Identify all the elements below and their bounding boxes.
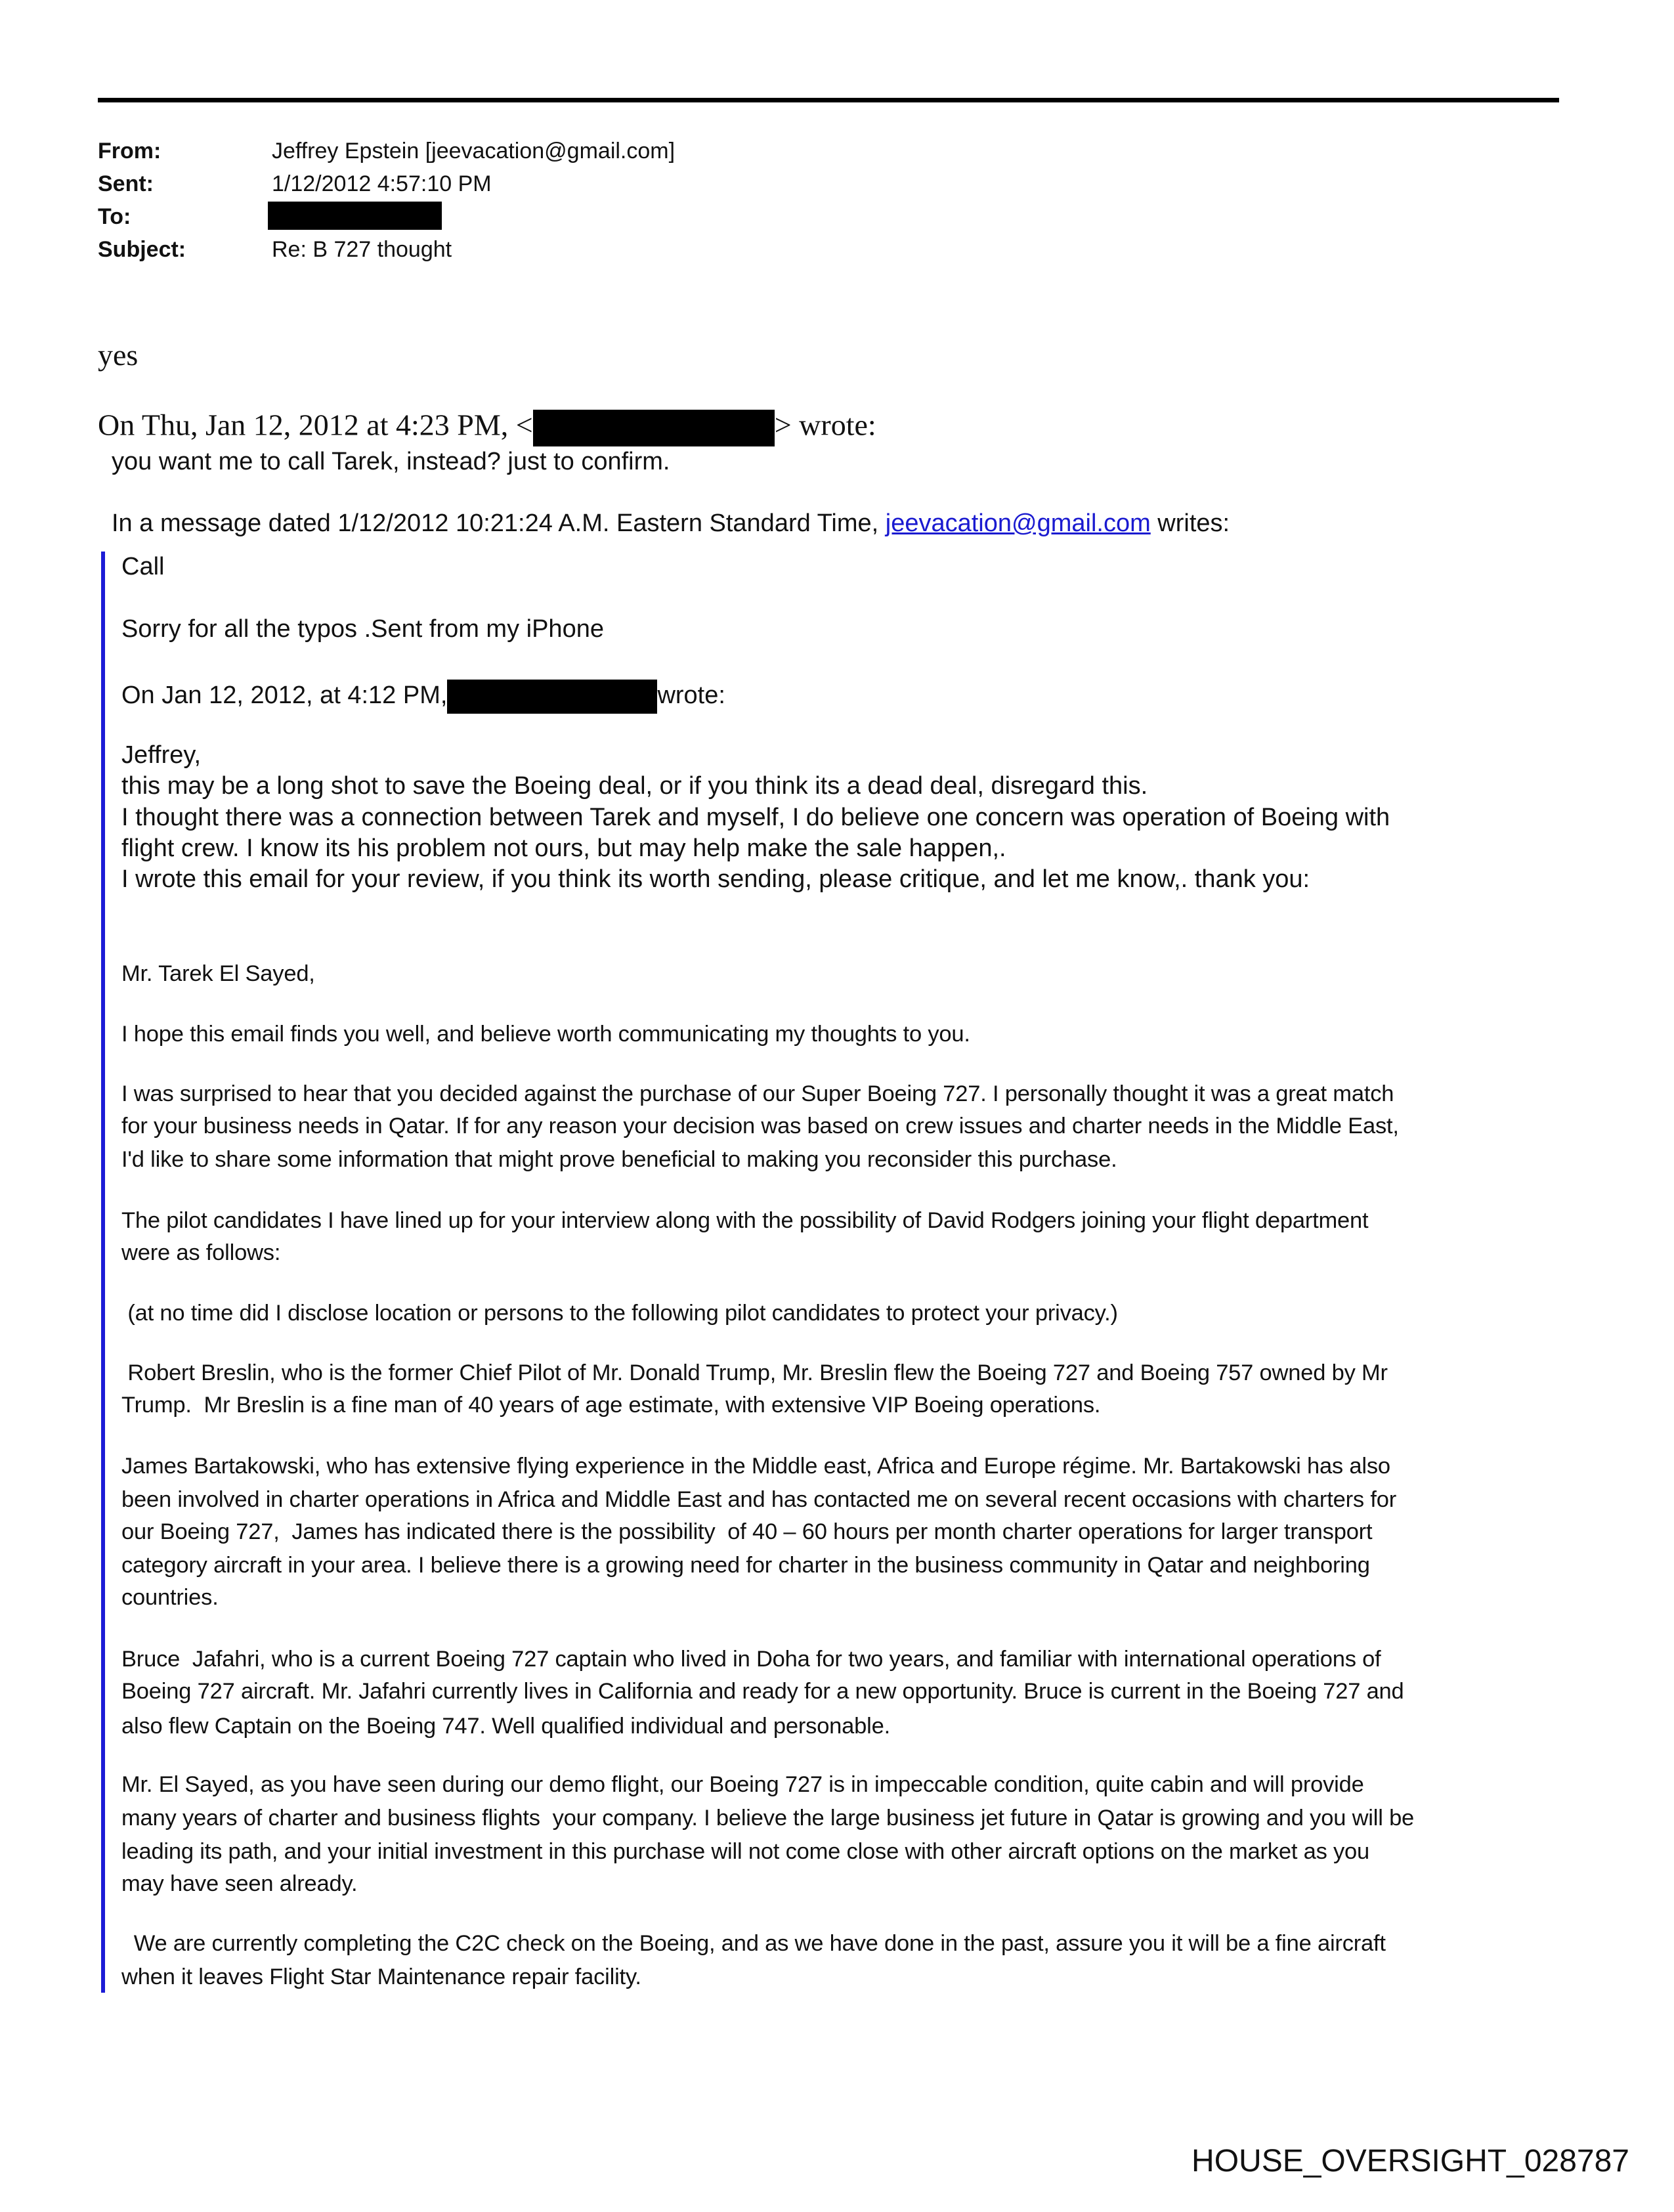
quote1-intro-pre: On Thu, Jan 12, 2012 at 4:23 PM, < bbox=[98, 408, 533, 442]
quote3-redaction bbox=[447, 680, 657, 714]
letter-line: The pilot candidates I have lined up for your interview along with the possibility of David Rodgers joining your flight department bbox=[121, 1208, 1369, 1233]
from-label: From: bbox=[98, 139, 161, 163]
letter-line: category aircraft in your area. I believe there is a growing need for charter in the business community in Qatar and neighboring bbox=[121, 1553, 1370, 1578]
quote-bar bbox=[101, 552, 105, 1993]
reply-text: yes bbox=[98, 338, 139, 372]
sorry-text: Sorry for all the typos .Sent from my iPhone bbox=[121, 615, 604, 643]
quote1-intro-post: > wrote: bbox=[774, 408, 876, 442]
letter-line: Mr. Tarek El Sayed, bbox=[121, 961, 315, 986]
quote2-intro-post: writes: bbox=[1150, 510, 1230, 537]
letter-line: many years of charter and business flights your company. I believe the large business jet future in Qatar is growing and you will be bbox=[121, 1806, 1415, 1831]
sender-redaction bbox=[533, 410, 775, 446]
letter-line: We are currently completing the C2C check on the Boeing, and as we have done in the past, assure you it will be a fine aircraft bbox=[121, 1931, 1386, 1956]
to-label: To: bbox=[98, 204, 131, 229]
quote3-intro-pre: On Jan 12, 2012, at 4:12 PM, bbox=[121, 682, 448, 710]
letter-line: may have seen already. bbox=[121, 1871, 358, 1896]
subject-label: Subject: bbox=[98, 237, 186, 262]
letter-line: Trump. Mr Breslin is a fine man of 40 years of age estimate, with extensive VIP Boeing operations. bbox=[121, 1393, 1101, 1418]
letter-line: Robert Breslin, who is the former Chief Pilot of Mr. Donald Trump, Mr. Breslin flew the Boeing 727 and Boeing 757 owned by Mr bbox=[121, 1360, 1388, 1385]
quote3-intro-post: wrote: bbox=[657, 682, 725, 710]
sent-label: Sent: bbox=[98, 171, 154, 196]
letter-line: I was surprised to hear that you decided against the purchase of our Super Boeing 727. I personally thought it was a great match bbox=[121, 1081, 1394, 1106]
quote2-intro-pre: In a message dated 1/12/2012 10:21:24 A.M. Eastern Standard Time, bbox=[112, 510, 886, 537]
letter-line: countries. bbox=[121, 1585, 219, 1610]
call-text: Call bbox=[121, 553, 165, 580]
letter-line: when it leaves Flight Star Maintenance repair facility. bbox=[121, 1964, 641, 1989]
subject-value: Re: B 727 thought bbox=[272, 237, 452, 262]
quote1-text: you want me to call Tarek, instead? just to confirm. bbox=[112, 448, 670, 475]
letter-line: our Boeing 727, James has indicated there is the possibility of 40 – 60 hours per month charter operations for larger transport bbox=[121, 1519, 1373, 1544]
to-redaction bbox=[268, 202, 442, 230]
note-line: Jeffrey, bbox=[121, 741, 202, 769]
quote2-intro bbox=[112, 511, 1230, 536]
letter-line: been involved in charter operations in Africa and Middle East and has contacted me on several recent occasions with charters for bbox=[121, 1487, 1396, 1512]
quote1-intro bbox=[98, 410, 876, 446]
letter-line: James Bartakowski, who has extensive flying experience in the Middle east, Africa and Europe régime. Mr. Bartakowski has also bbox=[121, 1454, 1390, 1479]
letter-line: Mr. El Sayed, as you have seen during our demo flight, our Boeing 727 is in impeccable condition, quite cabin and will provide bbox=[121, 1772, 1364, 1797]
letter-line: (at no time did I disclose location or persons to the following pilot candidates to protect your privacy.) bbox=[121, 1301, 1118, 1326]
email-link[interactable]: jeevacation@gmail.com bbox=[885, 510, 1151, 537]
letter-line: I'd like to share some information that might prove beneficial to making you reconsider this purchase. bbox=[121, 1147, 1117, 1172]
header-rule bbox=[98, 98, 1559, 102]
sent-value: 1/12/2012 4:57:10 PM bbox=[272, 171, 492, 196]
letter-line: leading its path, and your initial investment in this purchase will not come close with other aircraft options on the market as you bbox=[121, 1839, 1370, 1864]
bates-number: HOUSE_OVERSIGHT_028787 bbox=[1191, 2144, 1629, 2179]
note-line: this may be a long shot to save the Boeing deal, or if you think its a dead deal, disregard this. bbox=[121, 772, 1148, 800]
note-line: I wrote this email for your review, if you think its worth sending, please critique, and let me know,. thank you: bbox=[121, 865, 1310, 893]
from-value: Jeffrey Epstein [jeevacation@gmail.com] bbox=[272, 139, 676, 163]
letter-line: for your business needs in Qatar. If for any reason your decision was based on crew issues and charter needs in the Middle East, bbox=[121, 1114, 1399, 1139]
note-line: flight crew. I know its his problem not ours, but may help make the sale happen,. bbox=[121, 835, 1006, 862]
note-line: I thought there was a connection between Tarek and myself, I do believe one concern was operation of Boeing with bbox=[121, 804, 1390, 831]
letter-line: Bruce Jafahri, who is a current Boeing 727 captain who lived in Doha for two years, and familiar with international operations of bbox=[121, 1647, 1381, 1672]
letter-line: I hope this email finds you well, and believe worth communicating my thoughts to you. bbox=[121, 1022, 970, 1047]
quote3-intro bbox=[121, 680, 725, 714]
letter-line: were as follows: bbox=[121, 1240, 281, 1265]
letter-line: Boeing 727 aircraft. Mr. Jafahri currently lives in California and ready for a new opportunity. Bruce is current in the Boeing 727 and bbox=[121, 1679, 1404, 1704]
letter-line: also flew Captain on the Boeing 747. Well qualified individual and personable. bbox=[121, 1714, 890, 1739]
